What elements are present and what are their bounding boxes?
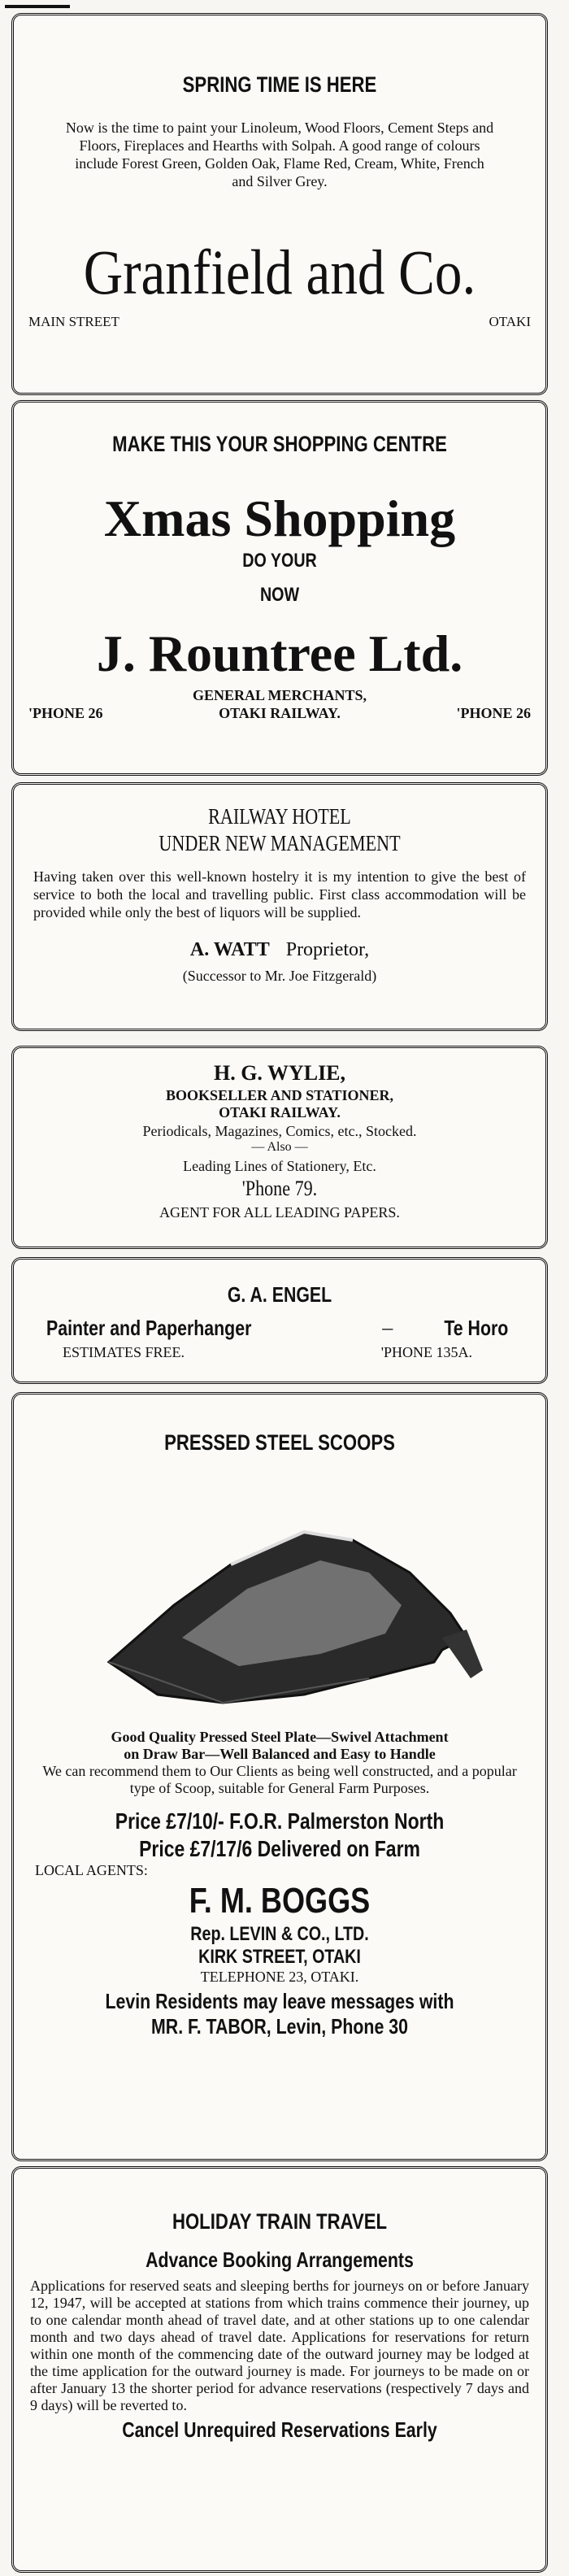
- ad4-line3: Periodicals, Magazines, Comics, etc., Stocked.: [142, 1123, 417, 1139]
- ad6-desc3: We can recommend them to Our Clients as being well constructed, and a popular type of Scoop, suitable for General Farm Purposes.: [42, 1763, 517, 1796]
- ad6-desc2: on Draw Bar—Well Balanced and Easy to Handle: [124, 1746, 436, 1762]
- top-rule: [5, 5, 70, 8]
- ad2-sub1: GENERAL MERCHANTS,: [192, 687, 367, 703]
- ad3-role: Proprietor,: [285, 939, 370, 960]
- ad-granfield: [11, 13, 548, 395]
- ad5-trade: Painter and Paperhanger: [46, 1316, 252, 1340]
- ad6-phone: TELEPHONE 23, OTAKI.: [200, 1969, 359, 1985]
- ad-wylie: [11, 1046, 548, 1249]
- ad1-street: MAIN STREET: [28, 314, 119, 329]
- ad5-phone: 'PHONE 135A.: [380, 1344, 472, 1360]
- ad2-line2: NOW: [259, 584, 300, 606]
- ad6-price2: Price £7/17/6 Delivered on Farm: [139, 1836, 420, 1861]
- ad4-name: H. G. WYLIE,: [213, 1061, 346, 1085]
- ad-pressed-steel-scoops: [11, 1392, 548, 2161]
- ad5-place: Te Horo: [444, 1316, 508, 1340]
- ad7-heading: HOLIDAY TRAIN TRAVEL: [172, 2209, 388, 2234]
- ad6-levin2: MR. F. TABOR, Levin, Phone 30: [151, 2014, 408, 2039]
- ad7-body: Applications for reserved seats and sleeping berths for journeys on or before January 12, 1947, will be accepted at stations from which trains commence their journey, up to one calendar month ahead of travel date, and at other stations up to one calendar month and two days ahead of travel date. Applications for reservations for return within one month of the commencing date of the outward journey may be lodged at the time application for the outward journey is made. For journeys to be made on or after January 13 the shorter period for advance reservations (respectively 7 days and 9 days) will be reverted to.: [30, 2278, 529, 2413]
- ad-railway-hotel: [11, 782, 548, 1031]
- ad4-line5: Leading Lines of Stationery, Etc.: [183, 1158, 376, 1174]
- ad4-agent: AGENT FOR ALL LEADING PAPERS.: [159, 1204, 400, 1221]
- ad2-big: Xmas Shopping: [103, 490, 456, 547]
- ad2-sub2: OTAKI RAILWAY.: [219, 705, 341, 721]
- ad7-footer: Cancel Unrequired Reservations Early: [122, 2417, 437, 2442]
- ad1-town: OTAKI: [489, 314, 531, 329]
- ad3-successor: (Successor to Mr. Joe Fitzgerald): [182, 968, 377, 984]
- ad-holiday-train-travel: [11, 2166, 548, 2573]
- ad3-body: Having taken over this well-known hostelry it is my intention to give the best of service to both the local and travelling public. First class accommodation will be provided while only the best of liquors will be supplied.: [33, 868, 526, 920]
- ad1-company: Granfield and Co.: [83, 237, 476, 307]
- ad6-levin1: Levin Residents may leave messages with: [105, 1989, 454, 2013]
- ad6-rep: Rep. LEVIN & CO., LTD.: [190, 1923, 369, 1945]
- ad5-name: G. A. ENGEL: [227, 1282, 332, 1307]
- ad2-phone-left: 'PHONE 26: [28, 705, 103, 721]
- ad4-line2: OTAKI RAILWAY.: [219, 1104, 341, 1120]
- ad-rountree: [11, 400, 548, 776]
- scoop-bar: [442, 1630, 483, 1678]
- ad3-title2: UNDER NEW MANAGEMENT: [159, 831, 401, 855]
- ad2-phone-right: 'PHONE 26: [456, 705, 531, 721]
- ad-engel: [11, 1257, 548, 1384]
- ad6-heading: PRESSED STEEL SCOOPS: [164, 1430, 395, 1455]
- ad2-line1: DO YOUR: [242, 550, 317, 572]
- scoop-illustration: [60, 1475, 499, 1719]
- ad5-estimates: ESTIMATES FREE.: [63, 1344, 185, 1360]
- ad2-company: J. Rountree Ltd.: [96, 624, 463, 682]
- ad5-dash: –: [382, 1316, 393, 1339]
- ad4-line4: — Also —: [251, 1140, 308, 1154]
- ad3-title1: RAILWAY HOTEL: [208, 804, 351, 829]
- ad6-agent: F. M. BOGGS: [189, 1881, 371, 1921]
- ad1-heading: SPRING TIME IS HERE: [182, 72, 377, 97]
- ad6-desc1: Good Quality Pressed Steel Plate—Swivel Attachment: [111, 1729, 449, 1745]
- ad2-heading: MAKE THIS YOUR SHOPPING CENTRE: [112, 432, 447, 456]
- ad6-agents-label: LOCAL AGENTS:: [35, 1862, 148, 1878]
- ad6-street: KIRK STREET, OTAKI: [198, 1946, 361, 1968]
- ad7-sub: Advance Booking Arrangements: [146, 2247, 414, 2272]
- ad1-body: Now is the time to paint your Linoleum, Wood Floors, Cement Steps and Floors, Fireplaces and Hearths with Solpah. A good range of colours include Forest Green, Golden Oak, Flame Red, Cream, White, French and Silver Grey.: [65, 120, 494, 189]
- ad4-line1: BOOKSELLER AND STATIONER,: [166, 1087, 393, 1103]
- ad6-price1: Price £7/10/- F.O.R. Palmerston North: [115, 1808, 445, 1834]
- ad3-name: A. WATT: [189, 939, 270, 960]
- ad4-phone: 'Phone 79.: [241, 1177, 318, 1200]
